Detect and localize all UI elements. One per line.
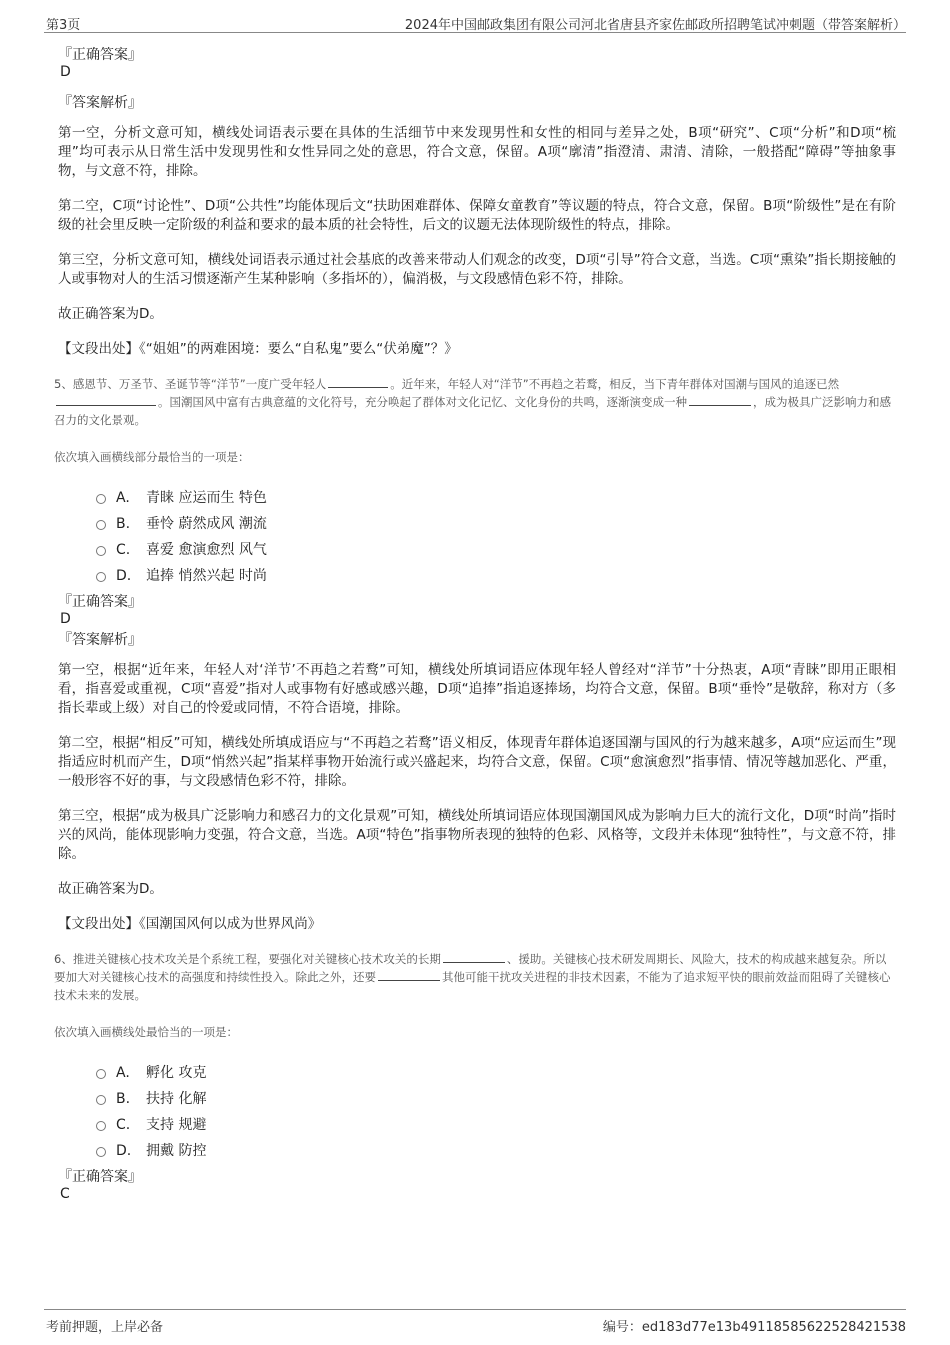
q4-analysis-para: 第二空，C项“讨论性”、D项“公共性”均能体现后文“扶助困难群体、保障女童教育”等议题的特点，符合文意，保留。B项“阶级性”是在有阶级的社会里反映一定阶级的利益和要求的最本质的社会特性，后文的议题无法体现阶级性的特点，排除。 xyxy=(58,198,896,233)
radio-icon[interactable] xyxy=(96,546,106,556)
q5-option-c[interactable]: C. 喜爱 愈演愈烈 风气 xyxy=(96,537,896,563)
q5-source: 【文段出处】《国潮国风何以成为世界风尚》 xyxy=(58,916,322,932)
q6-option-b[interactable]: B. 扶持 化解 xyxy=(96,1086,896,1112)
q5-option-b[interactable]: B. 垂怜 蔚然成风 潮流 xyxy=(96,511,896,537)
page-number: 第3页 xyxy=(46,18,81,33)
document-code: 编号：ed183d77e13b49118585622528421538 xyxy=(602,1320,906,1335)
q5-options xyxy=(96,485,896,589)
q5-option-d[interactable]: D. 追捧 悄然兴起 时尚 xyxy=(96,563,896,589)
page-header xyxy=(44,12,906,33)
q6-stem: 6、推进关键核心技术攻关是个系统工程，要强化对关键核心技术攻关的长期 、援助。关键核心技术研发周期长、风险大，技术的构成越来越复杂。所以要加大对关键核心技术的高强度和持续性投入。除此之外，还要 其他可能干扰攻关进程的非技术因素，不能为了追求短平快的眼前效益而阻碍了关键核心技术未来的发展。 xyxy=(54,952,891,1002)
q5-conclusion: 故正确答案为D。 xyxy=(58,881,163,897)
q5-option-a[interactable]: A. 青睐 应运而生 特色 xyxy=(96,485,896,511)
blank-line xyxy=(328,376,388,388)
footer-slogan: 考前押题，上岸必备 xyxy=(46,1320,164,1335)
q4-analysis-para: 第三空，分析文意可知，横线处词语表示通过社会基底的改善来带动人们观念的改变，D项“引导”符合文意，当选。C项“熏染”指长期接触的人或事物对人的生活习惯逐渐产生某种影响（多指坏的），偏消极，与文段感情色彩不符，排除。 xyxy=(58,252,896,287)
q6-options xyxy=(96,1060,896,1164)
page-content xyxy=(54,40,896,1202)
radio-icon[interactable] xyxy=(96,494,106,504)
blank-line xyxy=(378,969,440,981)
q4-answer: D xyxy=(60,64,71,80)
q6-option-c[interactable]: C. 支持 规避 xyxy=(96,1112,896,1138)
radio-icon[interactable] xyxy=(96,572,106,582)
q4-source: 【文段出处】《“姐姐”的两难困境：要么“自私鬼”要么“伏弟魔”？》 xyxy=(58,341,458,357)
radio-icon[interactable] xyxy=(96,1121,106,1131)
q6-prompt: 依次填入画横线处最恰当的一项是： xyxy=(54,1025,238,1039)
radio-icon[interactable] xyxy=(96,1147,106,1157)
blank-line xyxy=(443,951,505,963)
q5-analysis-para: 第一空，根据“近年来，年轻人对‘洋节’不再趋之若鹜”可知，横线处所填词语应体现年轻人曾经对“洋节”十分热衷，A项“青睐”即用正眼相看，指喜爱或重视，C项“喜爱”指对人或事物有好感或感兴趣，D项“追捧”指追逐捧场，均符合文意，保留。B项“垂怜”是敬辞，称对方（多指长辈或上级）对自己的怜爱或同情，不符合语境，排除。 xyxy=(58,662,896,716)
blank-line xyxy=(56,394,156,406)
q5-prompt: 依次填入画横线部分最恰当的一项是： xyxy=(54,450,250,464)
q5-answer: D xyxy=(60,611,71,627)
q4-conclusion: 故正确答案为D。 xyxy=(58,306,163,322)
page-footer xyxy=(44,1309,906,1334)
blank-line xyxy=(689,394,751,406)
radio-icon[interactable] xyxy=(96,520,106,530)
document-title: 2024年中国邮政集团有限公司河北省唐县齐家佐邮政所招聘笔试冲刺题（带答案解析） xyxy=(404,18,906,33)
q4-answer-label: 『正确答案』 xyxy=(58,47,142,63)
q6-option-a[interactable]: A. 孵化 攻克 xyxy=(96,1060,896,1086)
q4-analysis-para: 第一空，分析文意可知，横线处词语表示要在具体的生活细节中来发现男性和女性的相同与差异之处，B项“研究”、C项“分析”和D项“梳理”均可表示从日常生活中发现男性和女性异同之处的意思，符合文意，保留。A项“廓清”指澄清、肃清、清除，一般搭配“障碍”等抽象事物，与文意不符，排除。 xyxy=(58,125,896,179)
q6-answer-label: 『正确答案』 xyxy=(58,1169,142,1185)
q5-stem: 5、感恩节、万圣节、圣诞节等“洋节”一度广受年轻人 。近年来，年轻人对“洋节”不再趋之若鹜，相反，当下青年群体对国潮与国风的追逐已然。国潮国风中富有古典意蕴的文化符号，充分唤起了群体对文化记忆、文化身份的共鸣，逐渐演变成一种 ，成为极具广泛影响力和感召力的文化景观。 xyxy=(54,377,891,427)
q5-answer-label: 『正确答案』 xyxy=(58,594,142,610)
q4-analysis-label: 『答案解析』 xyxy=(58,95,142,111)
q5-analysis-label: 『答案解析』 xyxy=(58,632,142,648)
q6-answer: C xyxy=(60,1186,70,1202)
radio-icon[interactable] xyxy=(96,1069,106,1079)
q6-option-d[interactable]: D. 拥戴 防控 xyxy=(96,1138,896,1164)
radio-icon[interactable] xyxy=(96,1095,106,1105)
q5-analysis-para: 第二空，根据“相反”可知，横线处所填成语应与“不再趋之若鹜”语义相反，体现青年群体追逐国潮与国风的行为越来越多，A项“应运而生”现指适应时机而产生，D项“悄然兴起”指某样事物开始流行或兴盛起来，均符合文意，保留。C项“愈演愈烈”指事情、情况等越加恶化、严重，一般形容不好的事，与文段感情色彩不符，排除。 xyxy=(58,735,896,789)
q5-analysis-para: 第三空，根据“成为极具广泛影响力和感召力的文化景观”可知，横线处所填词语应体现国潮国风成为影响力巨大的流行文化，D项“时尚”指时兴的风尚，能体现影响力变强，符合文意，当选。A项“特色”指事物所表现的独特的色彩、风格等，文段并未体现“独特性”，与文意不符，排除。 xyxy=(58,808,896,862)
